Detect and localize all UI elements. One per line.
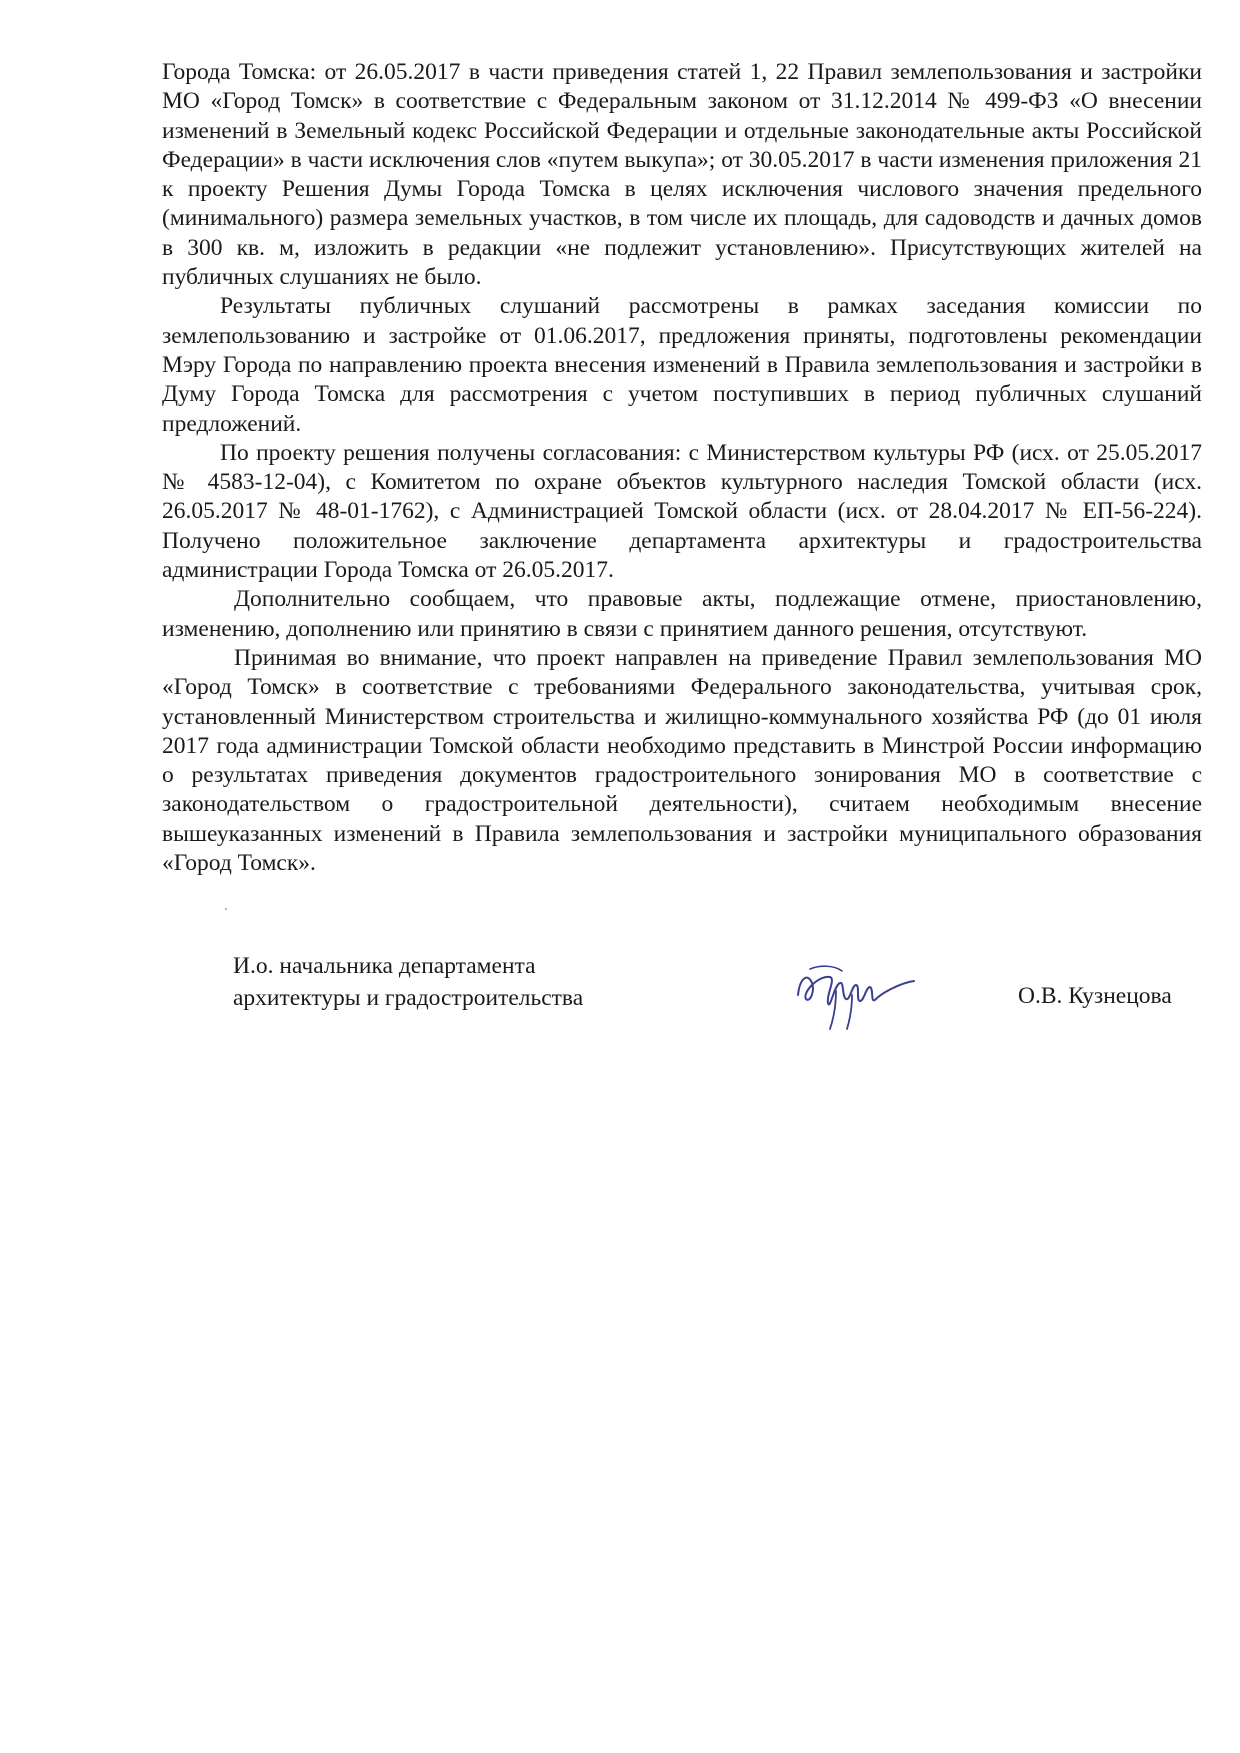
signatory-position-line-1: И.о. начальника департамента xyxy=(233,953,536,979)
letter-body xyxy=(162,58,1202,878)
handwritten-signature xyxy=(790,955,930,1035)
scan-speck xyxy=(225,908,227,910)
paragraph-conclusion: Принимая во внимание, что проект направлен на приведение Правил землепользования МО «Город Томск» в соответствие с требованиями Федерального законодательства, учитывая срок, установленный Министерством строительства и жилищно-коммунального хозяйства РФ (до 01 июля 2017 года администрации Томской области необходимо представить в Минстрой России информацию о результатах приведения документов градостроительного зонирования МО в соответствие с законодательством о градостроительной деятельности), считаем необходимым внесение вышеуказанных изменений в Правила землепользования и застройки муниципального образования «Город Томск». xyxy=(162,644,1202,877)
paragraph-approvals: По проекту решения получены согласования: с Министерством культуры РФ (исх. от 25.05.2017 № 4583-12-04), с Комитетом по охране объектов культурного наследия Томской области (исх. 26.05.2017 № 48-01-1762), с Администрацией Томской области (исх. от 28.04.2017 № ЕП-56-224). Получено положительное заключение департамента архитектуры и градостроительства администрации Города Томска от 26.05.2017. xyxy=(162,439,1202,584)
paragraph-hearing-results: Результаты публичных слушаний рассмотрены в рамках заседания комиссии по землепользованию и застройке от 01.06.2017, предложения приняты, подготовлены рекомендации Мэру Города по направлению проекта внесения изменений в Правила землепользования и застройки в Думу Города Томска для рассмотрения с учетом поступивших в период публичных слушаний предложений. xyxy=(162,293,1202,437)
paragraph-legal-acts: Дополнительно сообщаем, что правовые акты, подлежащие отмене, приостановлению, изменению, дополнению или принятию в связи с принятием данного решения, отсутствуют. xyxy=(162,586,1202,642)
signatory-name: О.В. Кузнецова xyxy=(1018,983,1172,1009)
signatory-position xyxy=(233,950,583,1014)
paragraph-continuation: Города Томска: от 26.05.2017 в части приведения статей 1, 22 Правил землепользования и застройки МО «Город Томск» в соответствие с Федеральным законом от 31.12.2014 № 499-ФЗ «О внесении изменений в Земельный кодекс Российской Федерации и отдельные законодательные акты Российской Федерации» в части исключения слов «путем выкупа»; от 30.05.2017 в части изменения приложения 21 к проекту Решения Думы Города Томска в целях исключения числового значения предельного (минимального) размера земельных участков, в том числе их площадь, для садоводств и дачных домов в 300 кв. м, изложить в редакции «не подлежит установлению». Присутствующих жителей на публичных слушаниях не было. xyxy=(162,59,1202,291)
signatory-position-line-2: архитектуры и градостроительства xyxy=(233,985,584,1011)
